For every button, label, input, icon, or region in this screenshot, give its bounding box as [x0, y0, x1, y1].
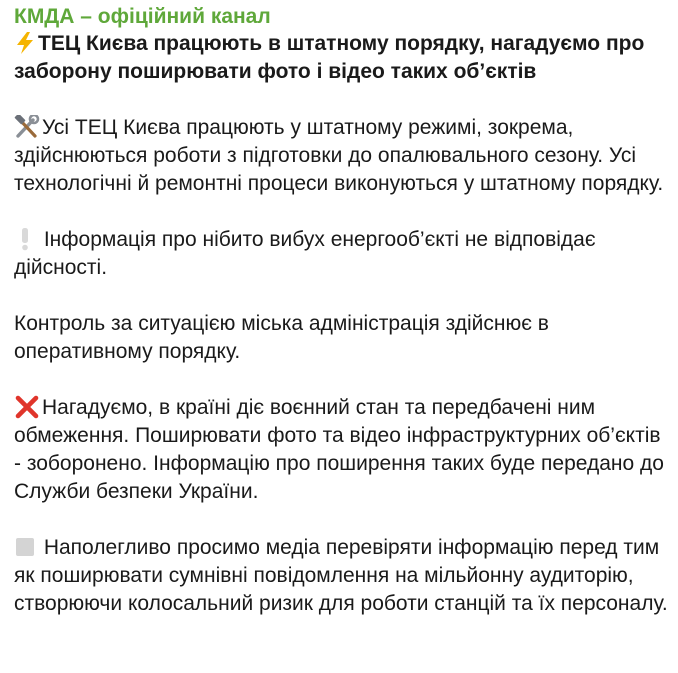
paragraph-text: Усі ТЕЦ Києва працюють у штатному режимі, зокрема, здійснюються роботи з підготовки до опалювального сезону. Усі технологічні й ремонтні процеси виконуються у штатному порядку.	[14, 116, 664, 195]
cross-mark-icon	[14, 395, 40, 417]
paragraph-text: Нагадуємо, в країні діє воєнний стан та передбачені ним обмеження. Поширювати фото та відео інфраструктурних об’єктів - зоборонено. Інформацію про поширення таких буде передано до Служби безпеки України.	[14, 396, 664, 503]
paragraph-text: Контроль за ситуацією міська адміністрація здійснює в оперативному порядку.	[14, 312, 549, 363]
message-headline	[14, 30, 668, 86]
message-post	[14, 4, 668, 618]
exclamation-icon	[14, 227, 36, 249]
channel-name[interactable]: КМДА – офіційний канал	[14, 5, 271, 28]
paragraph-text: Наполегливо просимо медіа перевіряти інформацію перед тим як поширювати сумнівні повідомлення на мільйонну аудиторію, створюючи колосальний ризик для роботи станцій та їх персоналу.	[14, 536, 668, 615]
paragraph-request	[14, 534, 668, 618]
gray-square-icon	[14, 535, 36, 557]
headline-text: ТЕЦ Києва працюють в штатному порядку, нагадуємо про заборону поширювати фото і відео таких об’єктів	[14, 32, 645, 83]
paragraph-denial	[14, 226, 668, 282]
paragraph-text: Інформація про нібито вибух енергооб’єкті не відповідає дійсності.	[14, 228, 596, 279]
paragraph-control	[14, 310, 668, 366]
lightning-icon	[14, 31, 36, 53]
paragraph-status	[14, 114, 668, 198]
paragraph-warning	[14, 394, 668, 506]
hammer-and-wrench-icon	[14, 115, 40, 137]
